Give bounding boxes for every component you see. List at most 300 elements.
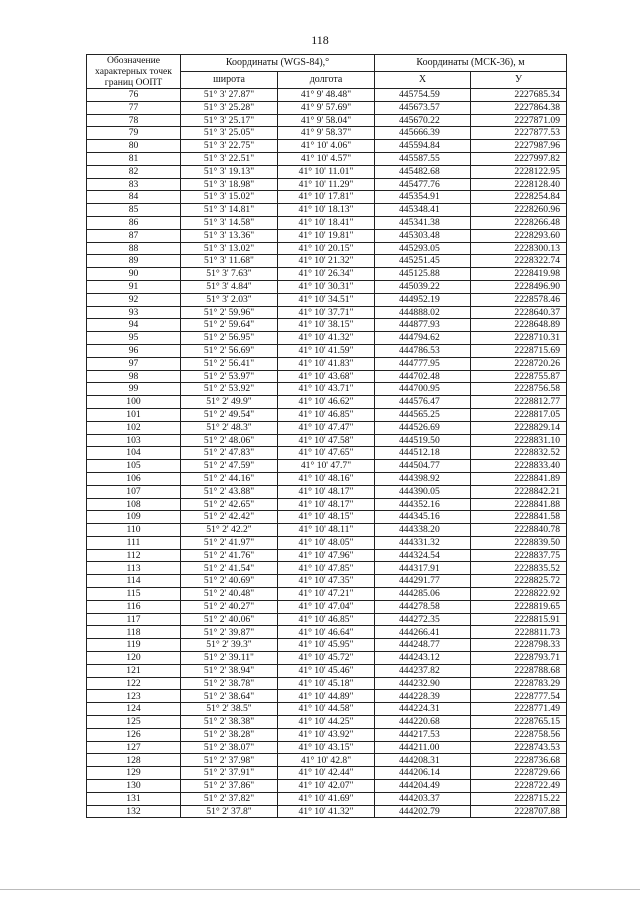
point-id-cell: 117 xyxy=(87,613,181,626)
point-id-cell: 92 xyxy=(87,293,181,306)
y-coordinate-cell: 2227864.38 xyxy=(471,101,567,114)
y-coordinate-cell: 2228720.26 xyxy=(471,357,567,370)
longitude-cell: 41° 10' 38.15" xyxy=(278,319,375,332)
latitude-cell: 51° 2' 38.38" xyxy=(181,716,278,729)
longitude-cell: 41° 10' 47.96" xyxy=(278,549,375,562)
longitude-cell: 41° 10' 41.83" xyxy=(278,357,375,370)
longitude-cell: 41° 10' 48.16" xyxy=(278,472,375,485)
table-row xyxy=(87,485,567,498)
point-id-cell: 107 xyxy=(87,485,181,498)
x-coordinate-cell: 445354.91 xyxy=(375,191,471,204)
latitude-cell: 51° 2' 39.3" xyxy=(181,639,278,652)
x-coordinate-cell: 444243.12 xyxy=(375,652,471,665)
footer-rule xyxy=(0,889,640,890)
table-row xyxy=(87,524,567,537)
x-coordinate-cell: 444228.39 xyxy=(375,690,471,703)
point-id-cell: 104 xyxy=(87,447,181,460)
latitude-cell: 51° 2' 56.41" xyxy=(181,357,278,370)
x-coordinate-cell: 445039.22 xyxy=(375,280,471,293)
longitude-cell: 41° 10' 43.71" xyxy=(278,383,375,396)
latitude-cell: 51° 2' 42.42" xyxy=(181,511,278,524)
point-id-cell: 83 xyxy=(87,178,181,191)
y-coordinate-cell: 2228771.49 xyxy=(471,703,567,716)
y-coordinate-cell: 2228832.52 xyxy=(471,447,567,460)
latitude-cell: 51° 3' 4.84" xyxy=(181,280,278,293)
longitude-cell: 41° 10' 11.29" xyxy=(278,178,375,191)
point-id-cell: 127 xyxy=(87,741,181,754)
latitude-cell: 51° 2' 59.64" xyxy=(181,319,278,332)
y-coordinate-cell: 2228419.98 xyxy=(471,268,567,281)
table-row xyxy=(87,549,567,562)
table-row xyxy=(87,229,567,242)
y-coordinate-cell: 2228578.46 xyxy=(471,293,567,306)
latitude-cell: 51° 3' 2.03" xyxy=(181,293,278,306)
table-row xyxy=(87,268,567,281)
latitude-cell: 51° 2' 56.69" xyxy=(181,344,278,357)
x-coordinate-cell: 444232.90 xyxy=(375,677,471,690)
longitude-cell: 41° 10' 4.06" xyxy=(278,140,375,153)
longitude-cell: 41° 10' 48.11" xyxy=(278,524,375,537)
header-longitude: долгота xyxy=(278,72,375,89)
y-coordinate-cell: 2228715.69 xyxy=(471,344,567,357)
y-coordinate-cell: 2228496.90 xyxy=(471,280,567,293)
table-row xyxy=(87,216,567,229)
y-coordinate-cell: 2228736.68 xyxy=(471,754,567,767)
table-row xyxy=(87,319,567,332)
x-coordinate-cell: 444266.41 xyxy=(375,626,471,639)
latitude-cell: 51° 3' 14.58" xyxy=(181,216,278,229)
latitude-cell: 51° 3' 13.02" xyxy=(181,242,278,255)
latitude-cell: 51° 2' 42.65" xyxy=(181,498,278,511)
latitude-cell: 51° 3' 11.68" xyxy=(181,255,278,268)
latitude-cell: 51° 2' 38.64" xyxy=(181,690,278,703)
longitude-cell: 41° 10' 47.65" xyxy=(278,447,375,460)
latitude-cell: 51° 3' 27.87" xyxy=(181,89,278,102)
latitude-cell: 51° 2' 37.91" xyxy=(181,767,278,780)
point-id-cell: 129 xyxy=(87,767,181,780)
longitude-cell: 41° 10' 47.47" xyxy=(278,421,375,434)
table-row xyxy=(87,690,567,703)
point-id-cell: 132 xyxy=(87,805,181,818)
x-coordinate-cell: 444317.91 xyxy=(375,562,471,575)
x-coordinate-cell: 444702.48 xyxy=(375,370,471,383)
latitude-cell: 51° 2' 47.83" xyxy=(181,447,278,460)
latitude-cell: 51° 2' 42.2" xyxy=(181,524,278,537)
longitude-cell: 41° 10' 47.7" xyxy=(278,460,375,473)
x-coordinate-cell: 444519.50 xyxy=(375,434,471,447)
latitude-cell: 51° 2' 41.97" xyxy=(181,536,278,549)
y-coordinate-cell: 2228715.22 xyxy=(471,792,567,805)
table-row xyxy=(87,434,567,447)
x-coordinate-cell: 444398.92 xyxy=(375,472,471,485)
y-coordinate-cell: 2228266.48 xyxy=(471,216,567,229)
x-coordinate-cell: 445670.22 xyxy=(375,114,471,127)
x-coordinate-cell: 445482.68 xyxy=(375,165,471,178)
point-id-cell: 131 xyxy=(87,792,181,805)
latitude-cell: 51° 3' 22.75" xyxy=(181,140,278,153)
longitude-cell: 41° 10' 30.31" xyxy=(278,280,375,293)
y-coordinate-cell: 2228254.84 xyxy=(471,191,567,204)
longitude-cell: 41° 10' 17.81" xyxy=(278,191,375,204)
point-id-cell: 125 xyxy=(87,716,181,729)
point-id-cell: 126 xyxy=(87,728,181,741)
y-coordinate-cell: 2228815.91 xyxy=(471,613,567,626)
latitude-cell: 51° 2' 40.27" xyxy=(181,600,278,613)
x-coordinate-cell: 444338.20 xyxy=(375,524,471,537)
y-coordinate-cell: 2227997.82 xyxy=(471,152,567,165)
longitude-cell: 41° 10' 46.62" xyxy=(278,396,375,409)
longitude-cell: 41° 10' 47.85" xyxy=(278,562,375,575)
point-id-cell: 79 xyxy=(87,127,181,140)
point-id-cell: 86 xyxy=(87,216,181,229)
y-coordinate-cell: 2228707.88 xyxy=(471,805,567,818)
latitude-cell: 51° 2' 40.06" xyxy=(181,613,278,626)
y-coordinate-cell: 2228825.72 xyxy=(471,575,567,588)
y-coordinate-cell: 2228841.88 xyxy=(471,498,567,511)
latitude-cell: 51° 3' 15.02" xyxy=(181,191,278,204)
y-coordinate-cell: 2228300.13 xyxy=(471,242,567,255)
latitude-cell: 51° 2' 53.97" xyxy=(181,370,278,383)
latitude-cell: 51° 2' 41.54" xyxy=(181,562,278,575)
latitude-cell: 51° 2' 38.07" xyxy=(181,741,278,754)
x-coordinate-cell: 445477.76 xyxy=(375,178,471,191)
x-coordinate-cell: 444285.06 xyxy=(375,588,471,601)
x-coordinate-cell: 445754.59 xyxy=(375,89,471,102)
y-coordinate-cell: 2228831.10 xyxy=(471,434,567,447)
table-row xyxy=(87,89,567,102)
x-coordinate-cell: 445666.39 xyxy=(375,127,471,140)
latitude-cell: 51° 2' 41.76" xyxy=(181,549,278,562)
table-row xyxy=(87,536,567,549)
longitude-cell: 41° 10' 46.85" xyxy=(278,408,375,421)
point-id-cell: 106 xyxy=(87,472,181,485)
x-coordinate-cell: 444576.47 xyxy=(375,396,471,409)
longitude-cell: 41° 10' 45.72" xyxy=(278,652,375,665)
table-row xyxy=(87,191,567,204)
latitude-cell: 51° 2' 49.54" xyxy=(181,408,278,421)
longitude-cell: 41° 10' 48.05" xyxy=(278,536,375,549)
y-coordinate-cell: 2228755.87 xyxy=(471,370,567,383)
x-coordinate-cell: 444278.58 xyxy=(375,600,471,613)
x-coordinate-cell: 444224.31 xyxy=(375,703,471,716)
longitude-cell: 41° 10' 47.21" xyxy=(278,588,375,601)
longitude-cell: 41° 10' 19.81" xyxy=(278,229,375,242)
x-coordinate-cell: 444202.79 xyxy=(375,805,471,818)
x-coordinate-cell: 444331.32 xyxy=(375,536,471,549)
point-id-cell: 113 xyxy=(87,562,181,575)
y-coordinate-cell: 2228840.78 xyxy=(471,524,567,537)
point-id-cell: 100 xyxy=(87,396,181,409)
x-coordinate-cell: 445293.05 xyxy=(375,242,471,255)
latitude-cell: 51° 2' 44.16" xyxy=(181,472,278,485)
table-row xyxy=(87,178,567,191)
longitude-cell: 41° 10' 45.46" xyxy=(278,664,375,677)
latitude-cell: 51° 3' 22.51" xyxy=(181,152,278,165)
point-id-cell: 90 xyxy=(87,268,181,281)
longitude-cell: 41° 10' 43.68" xyxy=(278,370,375,383)
point-id-cell: 80 xyxy=(87,140,181,153)
latitude-cell: 51° 2' 38.28" xyxy=(181,728,278,741)
latitude-cell: 51° 2' 37.82" xyxy=(181,792,278,805)
table-row xyxy=(87,306,567,319)
table-row xyxy=(87,140,567,153)
y-coordinate-cell: 2228793.71 xyxy=(471,652,567,665)
table-row xyxy=(87,754,567,767)
x-coordinate-cell: 444208.31 xyxy=(375,754,471,767)
latitude-cell: 51° 3' 25.28" xyxy=(181,101,278,114)
table-row xyxy=(87,472,567,485)
longitude-cell: 41° 10' 46.85" xyxy=(278,613,375,626)
y-coordinate-cell: 2228837.75 xyxy=(471,549,567,562)
point-id-cell: 96 xyxy=(87,344,181,357)
longitude-cell: 41° 10' 47.04" xyxy=(278,600,375,613)
longitude-cell: 41° 10' 47.58" xyxy=(278,434,375,447)
point-id-cell: 99 xyxy=(87,383,181,396)
x-coordinate-cell: 444237.82 xyxy=(375,664,471,677)
longitude-cell: 41° 10' 48.17" xyxy=(278,498,375,511)
x-coordinate-cell: 445341.38 xyxy=(375,216,471,229)
x-coordinate-cell: 444888.02 xyxy=(375,306,471,319)
table-row xyxy=(87,396,567,409)
table-row xyxy=(87,421,567,434)
y-coordinate-cell: 2228648.89 xyxy=(471,319,567,332)
table-row xyxy=(87,639,567,652)
latitude-cell: 51° 2' 48.06" xyxy=(181,434,278,447)
x-coordinate-cell: 444206.14 xyxy=(375,767,471,780)
latitude-cell: 51° 2' 56.95" xyxy=(181,332,278,345)
latitude-cell: 51° 2' 39.11" xyxy=(181,652,278,665)
header-latitude: широта xyxy=(181,72,278,89)
latitude-cell: 51° 2' 40.48" xyxy=(181,588,278,601)
point-id-cell: 128 xyxy=(87,754,181,767)
point-id-cell: 102 xyxy=(87,421,181,434)
latitude-cell: 51° 3' 18.98" xyxy=(181,178,278,191)
latitude-cell: 51° 2' 37.86" xyxy=(181,780,278,793)
x-coordinate-cell: 444217.53 xyxy=(375,728,471,741)
x-coordinate-cell: 445348.41 xyxy=(375,204,471,217)
table-row xyxy=(87,242,567,255)
page-number: 118 xyxy=(311,33,329,47)
point-id-cell: 110 xyxy=(87,524,181,537)
y-coordinate-cell: 2228758.56 xyxy=(471,728,567,741)
table-row xyxy=(87,460,567,473)
point-id-cell: 105 xyxy=(87,460,181,473)
latitude-cell: 51° 2' 38.94" xyxy=(181,664,278,677)
latitude-cell: 51° 2' 49.9" xyxy=(181,396,278,409)
x-coordinate-cell: 445303.48 xyxy=(375,229,471,242)
point-id-cell: 123 xyxy=(87,690,181,703)
y-coordinate-cell: 2227871.09 xyxy=(471,114,567,127)
y-coordinate-cell: 2228710.31 xyxy=(471,332,567,345)
table-row xyxy=(87,152,567,165)
point-id-cell: 119 xyxy=(87,639,181,652)
latitude-cell: 51° 2' 53.92" xyxy=(181,383,278,396)
x-coordinate-cell: 444700.95 xyxy=(375,383,471,396)
y-coordinate-cell: 2228765.15 xyxy=(471,716,567,729)
latitude-cell: 51° 3' 7.63" xyxy=(181,268,278,281)
longitude-cell: 41° 10' 45.18" xyxy=(278,677,375,690)
x-coordinate-cell: 444794.62 xyxy=(375,332,471,345)
longitude-cell: 41° 9' 58.37" xyxy=(278,127,375,140)
point-id-cell: 88 xyxy=(87,242,181,255)
point-id-cell: 76 xyxy=(87,89,181,102)
y-coordinate-cell: 2228842.21 xyxy=(471,485,567,498)
latitude-cell: 51° 2' 38.78" xyxy=(181,677,278,690)
longitude-cell: 41° 10' 34.51" xyxy=(278,293,375,306)
y-coordinate-cell: 2228839.50 xyxy=(471,536,567,549)
table-row xyxy=(87,562,567,575)
y-coordinate-cell: 2227685.34 xyxy=(471,89,567,102)
y-coordinate-cell: 2228293.60 xyxy=(471,229,567,242)
latitude-cell: 51° 2' 40.69" xyxy=(181,575,278,588)
point-id-cell: 116 xyxy=(87,600,181,613)
latitude-cell: 51° 3' 14.81" xyxy=(181,204,278,217)
latitude-cell: 51° 2' 37.98" xyxy=(181,754,278,767)
table-row xyxy=(87,101,567,114)
point-id-cell: 93 xyxy=(87,306,181,319)
x-coordinate-cell: 444272.35 xyxy=(375,613,471,626)
longitude-cell: 41° 10' 42.8" xyxy=(278,754,375,767)
x-coordinate-cell: 445587.55 xyxy=(375,152,471,165)
y-coordinate-cell: 2228833.40 xyxy=(471,460,567,473)
x-coordinate-cell: 444504.77 xyxy=(375,460,471,473)
table-row xyxy=(87,332,567,345)
longitude-cell: 41° 10' 46.64" xyxy=(278,626,375,639)
point-id-cell: 98 xyxy=(87,370,181,383)
y-coordinate-cell: 2228812.77 xyxy=(471,396,567,409)
y-coordinate-cell: 2228756.58 xyxy=(471,383,567,396)
y-coordinate-cell: 2228819.65 xyxy=(471,600,567,613)
x-coordinate-cell: 444352.16 xyxy=(375,498,471,511)
longitude-cell: 41° 10' 44.25" xyxy=(278,716,375,729)
y-coordinate-cell: 2228322.74 xyxy=(471,255,567,268)
longitude-cell: 41° 10' 48.15" xyxy=(278,511,375,524)
point-id-cell: 114 xyxy=(87,575,181,588)
y-coordinate-cell: 2228777.54 xyxy=(471,690,567,703)
table-row xyxy=(87,805,567,818)
y-coordinate-cell: 2228260.96 xyxy=(471,204,567,217)
latitude-cell: 51° 3' 25.05" xyxy=(181,127,278,140)
x-coordinate-cell: 444877.93 xyxy=(375,319,471,332)
longitude-cell: 41° 10' 45.95" xyxy=(278,639,375,652)
latitude-cell: 51° 2' 48.3" xyxy=(181,421,278,434)
table-row xyxy=(87,204,567,217)
longitude-cell: 41° 10' 43.15" xyxy=(278,741,375,754)
latitude-cell: 51° 2' 43.88" xyxy=(181,485,278,498)
point-id-cell: 91 xyxy=(87,280,181,293)
longitude-cell: 41° 10' 47.35" xyxy=(278,575,375,588)
longitude-cell: 41° 9' 58.04" xyxy=(278,114,375,127)
point-id-cell: 89 xyxy=(87,255,181,268)
longitude-cell: 41° 10' 26.34" xyxy=(278,268,375,281)
point-id-cell: 85 xyxy=(87,204,181,217)
table-row xyxy=(87,792,567,805)
longitude-cell: 41° 10' 41.59" xyxy=(278,344,375,357)
header-point-designation: Обозначение характерных точек границ ООПТ xyxy=(87,55,181,89)
x-coordinate-cell: 444248.77 xyxy=(375,639,471,652)
table-row xyxy=(87,357,567,370)
longitude-cell: 41° 10' 44.58" xyxy=(278,703,375,716)
table-row xyxy=(87,626,567,639)
x-coordinate-cell: 444952.19 xyxy=(375,293,471,306)
point-id-cell: 109 xyxy=(87,511,181,524)
x-coordinate-cell: 445594.84 xyxy=(375,140,471,153)
y-coordinate-cell: 2228743.53 xyxy=(471,741,567,754)
table-row xyxy=(87,703,567,716)
coordinates-table xyxy=(86,54,567,818)
y-coordinate-cell: 2228729.66 xyxy=(471,767,567,780)
table-row xyxy=(87,447,567,460)
x-coordinate-cell: 444512.18 xyxy=(375,447,471,460)
x-coordinate-cell: 444526.69 xyxy=(375,421,471,434)
longitude-cell: 41° 10' 41.69" xyxy=(278,792,375,805)
y-coordinate-cell: 2228788.68 xyxy=(471,664,567,677)
latitude-cell: 51° 2' 59.96" xyxy=(181,306,278,319)
point-id-cell: 87 xyxy=(87,229,181,242)
y-coordinate-cell: 2228640.37 xyxy=(471,306,567,319)
table-row xyxy=(87,741,567,754)
x-coordinate-cell: 445125.88 xyxy=(375,268,471,281)
point-id-cell: 94 xyxy=(87,319,181,332)
y-coordinate-cell: 2227987.96 xyxy=(471,140,567,153)
table-row xyxy=(87,677,567,690)
point-id-cell: 84 xyxy=(87,191,181,204)
y-coordinate-cell: 2228783.29 xyxy=(471,677,567,690)
table-body xyxy=(87,89,567,818)
x-coordinate-cell: 444203.37 xyxy=(375,792,471,805)
point-id-cell: 120 xyxy=(87,652,181,665)
longitude-cell: 41° 10' 43.92" xyxy=(278,728,375,741)
x-coordinate-cell: 444390.05 xyxy=(375,485,471,498)
x-coordinate-cell: 444220.68 xyxy=(375,716,471,729)
point-id-cell: 115 xyxy=(87,588,181,601)
table-row xyxy=(87,652,567,665)
y-coordinate-cell: 2228841.58 xyxy=(471,511,567,524)
longitude-cell: 41° 10' 42.07" xyxy=(278,780,375,793)
table-row xyxy=(87,728,567,741)
longitude-cell: 41° 10' 18.41" xyxy=(278,216,375,229)
point-id-cell: 78 xyxy=(87,114,181,127)
point-id-cell: 111 xyxy=(87,536,181,549)
y-coordinate-cell: 2228722.49 xyxy=(471,780,567,793)
point-id-cell: 121 xyxy=(87,664,181,677)
table-row xyxy=(87,408,567,421)
x-coordinate-cell: 444211.00 xyxy=(375,741,471,754)
table-row xyxy=(87,255,567,268)
y-coordinate-cell: 2228829.14 xyxy=(471,421,567,434)
table-row xyxy=(87,588,567,601)
header-wgs84: Координаты (WGS-84),° xyxy=(181,55,375,72)
header-msk36: Координаты (МСК-36), м xyxy=(375,55,567,72)
latitude-cell: 51° 2' 39.87" xyxy=(181,626,278,639)
point-id-cell: 108 xyxy=(87,498,181,511)
longitude-cell: 41° 10' 41.32" xyxy=(278,805,375,818)
y-coordinate-cell: 2228122.95 xyxy=(471,165,567,178)
point-id-cell: 77 xyxy=(87,101,181,114)
y-coordinate-cell: 2228811.73 xyxy=(471,626,567,639)
table-row xyxy=(87,280,567,293)
y-coordinate-cell: 2228817.05 xyxy=(471,408,567,421)
longitude-cell: 41° 10' 44.89" xyxy=(278,690,375,703)
point-id-cell: 82 xyxy=(87,165,181,178)
longitude-cell: 41° 10' 48.17" xyxy=(278,485,375,498)
table-row xyxy=(87,127,567,140)
point-id-cell: 97 xyxy=(87,357,181,370)
table-row xyxy=(87,780,567,793)
x-coordinate-cell: 444204.49 xyxy=(375,780,471,793)
latitude-cell: 51° 2' 47.59" xyxy=(181,460,278,473)
longitude-cell: 41° 10' 37.71" xyxy=(278,306,375,319)
